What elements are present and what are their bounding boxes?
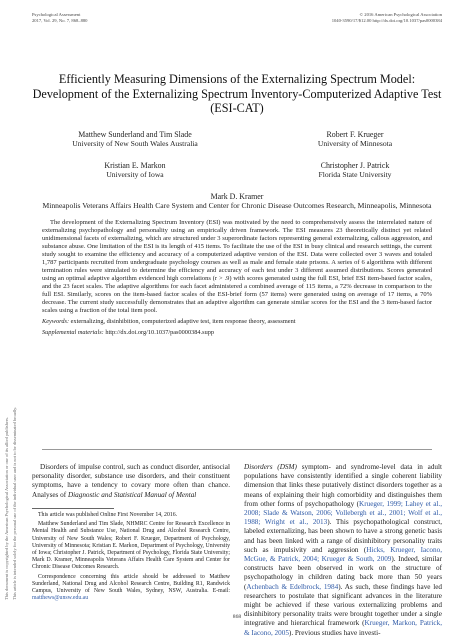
body-paragraph bbox=[32, 463, 230, 500]
body-text: ). Indeed, similar constructs have been observed in work on the structure of psychopathology in children dating back more than 50 years ( bbox=[244, 555, 442, 591]
abstract-section bbox=[42, 219, 432, 336]
side-notice-line-1: This document is copyrighted by the American Psychological Association or one of its allied publishers. bbox=[4, 416, 9, 600]
body-text: ). Previous studies have investi- bbox=[288, 628, 381, 637]
keywords-label: Keywords: bbox=[42, 318, 70, 325]
author-affiliation: University of New South Wales Australia bbox=[72, 139, 198, 149]
body-italic: Diagnostic and Statistical Manual of Mental bbox=[67, 490, 197, 499]
footnote-divider bbox=[32, 508, 114, 509]
keywords-text: externalizing, disinhibition, computerized adaptive test, item response theory, assessment bbox=[70, 318, 296, 325]
copyright-side-notice bbox=[3, 300, 27, 630]
citation-link[interactable]: Krueger, Markon, Patrick, & Iacono, 2005 bbox=[244, 619, 443, 637]
body-text: symptom- and syndrome-level data in adult populations have consistently identified a single coherent liability dimension that links these putatively distinct disorders together as a means of explaining their high comorbidity and distinguishes them from other forms of psychopathology ( bbox=[244, 463, 442, 508]
journal-header bbox=[32, 12, 87, 23]
footnote-correspondence bbox=[32, 574, 230, 603]
author-name: Mark D. Kramer bbox=[210, 192, 264, 201]
citation-link[interactable]: Hicks, Krueger, Iacono, McGue, & Patrick, 2004; Krueger & South, 2009 bbox=[244, 545, 442, 564]
body-paragraph bbox=[244, 463, 442, 638]
author-name: Christopher J. Patrick bbox=[320, 161, 390, 170]
author-block-sunderland-slade bbox=[40, 130, 230, 149]
citation-link[interactable]: Achenbach & Edelbrock, 1984 bbox=[246, 582, 339, 591]
page-number: 868 bbox=[232, 614, 242, 620]
author-affiliation: University of Minnesota bbox=[317, 139, 393, 149]
author-affiliation: University of Iowa bbox=[106, 170, 164, 180]
abstract-divider bbox=[42, 449, 432, 450]
body-column-left bbox=[32, 463, 230, 500]
copyright-line: © 2016 American Psychological Association bbox=[359, 12, 442, 17]
journal-name: Psychological Assessment bbox=[32, 12, 81, 17]
author-affiliation: Florida State University bbox=[318, 170, 392, 180]
body-column-right bbox=[244, 463, 442, 638]
supplemental-label: Supplemental materials: bbox=[42, 328, 104, 336]
correspondence-text: Correspondence concerning this article should be addressed to Matthew Sunderland, National Drug and Alcohol Research Centre, Building R1, Randwick Campus, University of New South Wales, Sydney, NSW, Australia. E-mail: bbox=[32, 573, 230, 595]
supplemental-line bbox=[42, 329, 432, 337]
supplemental-link[interactable]: http://dx.doi.org/10.1037/pas0000384.supp bbox=[105, 328, 215, 336]
author-block-patrick bbox=[270, 161, 440, 180]
side-notice-line-2: This article is intended solely for the personal use of the individual user and is not to be disseminated broadly. bbox=[12, 406, 17, 600]
author-name: Matthew Sunderland and Tim Slade bbox=[78, 130, 192, 139]
author-name: Robert F. Krueger bbox=[326, 130, 384, 139]
body-text: Disorders of impulse control, such as conduct disorder, antisocial personality disorder, substance use disorders, and their constituent symptoms, have a tendency to covary more often than chance. Analyses of bbox=[32, 463, 230, 499]
body-italic: Disorders (DSM) bbox=[244, 463, 297, 471]
doi-line: 1040-3590/17/$12.00 http://dx.doi.org/10.1037/pas0000384 bbox=[331, 17, 442, 23]
footnote-published: This article was published Online First November 14, 2016. bbox=[38, 512, 178, 518]
citation-link[interactable]: Krueger, 1999; Lahey et al., 2008; Slade & Watson, 2006; Vollebergh et al., 2001; Wolf et al., 1988; Wright et al., 2013 bbox=[244, 499, 443, 527]
copyright-header bbox=[332, 12, 442, 23]
author-block-markon bbox=[40, 161, 230, 180]
email-link[interactable]: matthews@unsw.edu.au bbox=[32, 595, 89, 602]
journal-volume: 2017, Vol. 29, No. 7, 868–880 bbox=[32, 17, 88, 23]
footnote-affiliations: Matthew Sunderland and Tim Slade, NHMRC Centre for Research Excellence in Mental Health and Substance Use, National Drug and Alcohol Research Centre, University of New South Wales; Robert F. Krueger, Department of Psychology, University of Minnesota; Kristian E. Markon, Department of Psychology, University of Iowa; Christopher J. Patrick, Department of Psychology, Florida State University; Mark D. Kramer, Minneapolis Veterans Affairs Health Care System and Center for Chronic Disease Outcomes Research. bbox=[32, 521, 230, 571]
article-title: Efficiently Measuring Dimensions of the Externalizing Spectrum Model: Development of the Externalizing Spectrum Inventory-Computerized Adaptive Test (ESI-CAT) bbox=[32, 72, 442, 115]
author-name: Kristian E. Markon bbox=[104, 161, 166, 170]
abstract-text: The development of the Externalizing Spectrum Inventory (ESI) was motivated by the need to comprehensively assess the interrelated nature of externalizing psychopathology and personality using an empirically driven framework. The ESI measures 23 theoretically distinct yet related unidimensional facets of externalizing, which are structured under 3 superordinate factors representing general externalizing, callous aggression, and substance abuse. One limitation of the ESI is its length of 415 items. To facilitate the use of the ESI in busy clinical and research settings, the current study sought to examine the efficiency and accuracy of a computerized adaptive version of the ESI. Data were collected over 3 waves and totaled 1,787 participants recruited from undergraduate psychology courses as well as male and female state prisons. A series of 6 algorithms with different termination rules were simulated to determine the efficiency and accuracy of each test under 3 different assumed distributions. Scores generated using an optimal adaptive algorithm evidenced high correlations (r > .9) with scores generated using the full ESI, brief ESI item-based factor scales, and the 23 facet scales. The adaptive algorithms for each facet administered a combined average of 115 items, a 72% decrease in comparison to the full ESI. Similarly, scores on the item-based factor scales of the ESI-brief form (57 items) were generated using on average of 17 items, a 70% decrease. The current study successfully demonstrates that an adaptive algorithm can generate similar scores for the ESI and the 3 item-based factor scales using a fraction of the total item pool. bbox=[42, 219, 432, 314]
keywords-line bbox=[42, 318, 432, 326]
body-text: ). This psychopathological construct, labeled externalizing, has been shown to have a strong genetic basis and has been linked with a range of disinhibitory personality traits such as impulsivity and aggression ( bbox=[244, 518, 443, 554]
author-block-kramer bbox=[32, 192, 442, 211]
footnote-section bbox=[32, 512, 230, 604]
author-block-krueger bbox=[270, 130, 440, 149]
body-text: ). As such, these findings have led researchers to postulate that significant advances in the literature might be achieved if these various externalizing problems and disinhibitory personality traits were brought together under a single integrative and hierarchical framework ( bbox=[244, 582, 443, 628]
author-affiliation: Minneapolis Veterans Affairs Health Care System and Center for Chronic Disease Outcomes Research, Minneapolis, Minnesota bbox=[42, 201, 432, 211]
